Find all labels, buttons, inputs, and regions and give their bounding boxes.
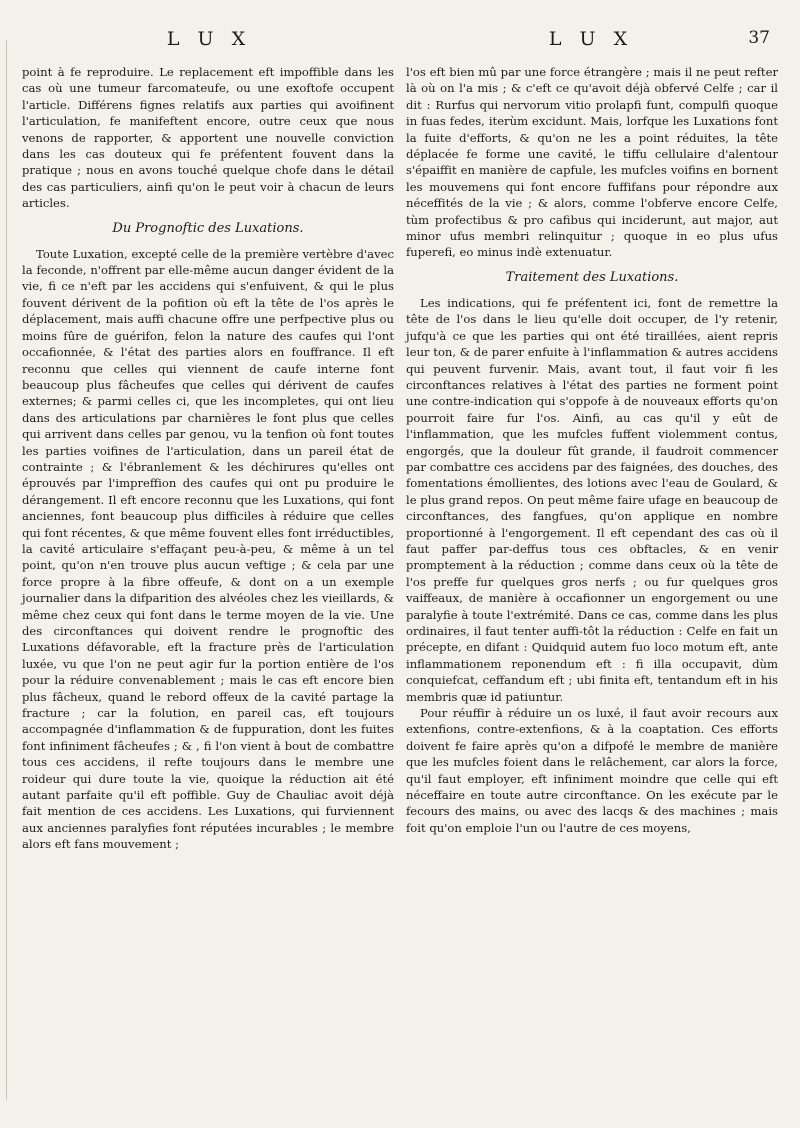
- header-right: [404, 28, 778, 50]
- section-heading-prognostic: Du Prognoftic des Luxations.: [112, 220, 304, 236]
- section-heading-treatment: Traitement des Luxations.: [505, 269, 679, 285]
- page-number: 37: [748, 28, 770, 48]
- header-right-title: L U X: [548, 28, 634, 50]
- running-header: [22, 28, 778, 58]
- right-paragraph-1: l'os eft bien mû par une force étrangère ; mais il ne peut refter là où on l'a mis ; & c'eft ce qu'avoit déjà obfervé Celfe ; car il dit : Rurfus qui nervorum vitio prolapfi funt, compulfi quoque in fuas fedes, iterùm excidunt. Mais, lorfque les Luxations font la fuite d'efforts, & qu'on ne les a point réduites, la tête déplacée fe forme une cavité, le tiffu cellulaire d'alentour s'épaiffit en manière de capfule, les mufcles voifins en bornent les mouvemens qui font encore fuffifans pour répondre aux néceffités de la vie ; & alors, comme l'obferve encore Celfe, tùm profectibus & pro cafibus qui inciderunt, aut major, aut minor ufus membri relinquitur ; quoque in eo plus ufus fuperefi, eo minus indè extenuatur.: [406, 65, 778, 260]
- text-columns: [22, 64, 778, 853]
- page-edge-shadow: [6, 40, 7, 1100]
- left-column: [22, 64, 394, 853]
- left-paragraph-2: Toute Luxation, excepté celle de la première vertèbre d'avec la feconde, n'offrent par elle-même aucun danger évident de la vie, fi ce n'eft par les accidens qui s'enfuivent, & qui le plus fouvent dérivent de la pofition où eft la tête de l'os après le déplacement, mais auffi chacune offre une perfpective plus ou moins fûre de guérifon, felon la nature des caufes qui l'ont occafionnée, & l'état des parties alors en fouffrance. Il eft reconnu que celles qui viennent de caufe interne font beaucoup plus fâcheufes que celles qui dérivent de caufes externes; & parmi celles ci, que les incompletes, qui ont lieu dans des articulations par charnières le font plus que celles qui arrivent dans celles par genou, vu la tenfion où font toutes les parties voifines de l'articulation, dans un pareil état de contrainte ; & l'ébranlement & les déchirures qu'elles ont éprouvés par l'impreffion des caufes qui ont pu produire le dérangement. Il eft encore reconnu que les Luxations, qui font anciennes, font beaucoup plus difficiles à réduire que celles qui font récentes, & que même fouvent elles font irréductibles, la cavité articulaire s'effaçant peu-à-peu, & même à un tel point, qu'on n'en trouve plus aucun veftige ; & cela par une force propre à la fibre offeufe, & dont on a un exemple journalier dans la difparition des alvéoles chez les vieillards, & même chez ceux qui font dans le terme moyen de la vie. Une des circonftances qui doivent rendre le prognoftic des Luxations défavorable, eft la fracture près de l'articulation luxée, vu que l'on ne peut agir fur la portion entière de l'os pour la réduire convenablement ; mais le cas eft encore bien plus fâcheux, quand le rebord offeux de la cavité partage la fracture ; car la folution, en pareil cas, eft toujours accompagnée d'inflammation & de fuppuration, dont les fuites font infiniment fâcheufes ; & , fi l'on vient à bout de combattre tous ces accidens, il refte toujours dans le membre une roideur qui dure toute la vie, quoique la réduction ait été autant parfaite qu'il eft poffible. Guy de Chauliac avoit déjà fait mention de ces accidens. Les Luxations, qui furviennent aux anciennes paralyfies font réputées incurables ; le membre alors eft fans mouvement ;: [22, 246, 394, 852]
- left-paragraph-1: point à fe reproduire. Le replacement eft impoffible dans les cas où une tumeur farcomateufe, ou une exoftofe occupent l'article. Différens fignes relatifs aux parties qui avoifinent l'articulation, fe manifeftent encore, outre ceux que nous venons de rapporter, & apportent une nouvelle conviction dans les cas douteux qui fe préfentent fouvent dans la pratique ; nous en avons touché quelque chofe dans le détail des cas particuliers, ainfi qu'on le peut voir à chacun de leurs articles.: [22, 65, 394, 211]
- right-paragraph-2: Les indications, qui fe préfentent ici, font de remettre la tête de l'os dans le lieu qu'elle doit occuper, de l'y retenir, jufqu'à ce que les parties qui ont été tiraillées, aient repris leur ton, & de parer enfuite à l'inflammation & autres accidens qui peuvent furvenir. Mais, avant tout, il faut voir fi les circonftances relatives à l'état des parties ne forment point une contre-indication qui s'oppofe à de nouveaux efforts qu'on pourroit faire fur l'os. Ainfi, au cas qu'il y eût de l'inflammation, que les mufcles fuffent violemment contus, engorgés, que la douleur fût grande, il faudroit commencer par combattre ces accidens par des faignées, des douches, des fomentations émollientes, des lotions avec l'eau de Goulard, & le plus grand repos. On peut même faire ufage en beaucoup de circonftances, des fangfues, qu'on applique en nombre proportionné à l'engorgement. Il eft cependant des cas où il faut paffer par-deffus tous ces obftacles, & en venir promptement à la réduction ; comme dans ceux où la tête de l'os preffe fur quelques gros nerfs ; ou fur quelques gros vaiffeaux, de manière à occafionner un engorgement ou une paralyfie à toute l'extrémité. Dans ce cas, comme dans les plus ordinaires, il faut tenter auffi-tôt la réduction : Celfe en fait un précepte, en difant : Quidquid autem fuo loco motum eft, ante inflammationem reponendum eft : fi illa occupavit, dùm conquiefcat, ceffandum eft ; ubi finita eft, tentandum eft in his membris quæ id patiuntur.: [406, 295, 778, 704]
- right-column: [406, 64, 778, 853]
- header-left-title: L U X: [166, 28, 252, 50]
- right-paragraph-3: Pour réuffir à réduire un os luxé, il faut avoir recours aux extenfions, contre-extenfions, & à la coaptation. Ces efforts doivent fe faire après qu'on a difpofé le membre de manière que les mufcles foient dans le relâchement, car alors la force, qu'il faut employer, eft infiniment moindre que celle qui eft néceffaire en toute autre circonftance. On les exécute par le fecours des mains, ou avec des lacqs & des machines ; mais foit qu'on emploie l'un ou l'autre de ces moyens,: [406, 706, 778, 835]
